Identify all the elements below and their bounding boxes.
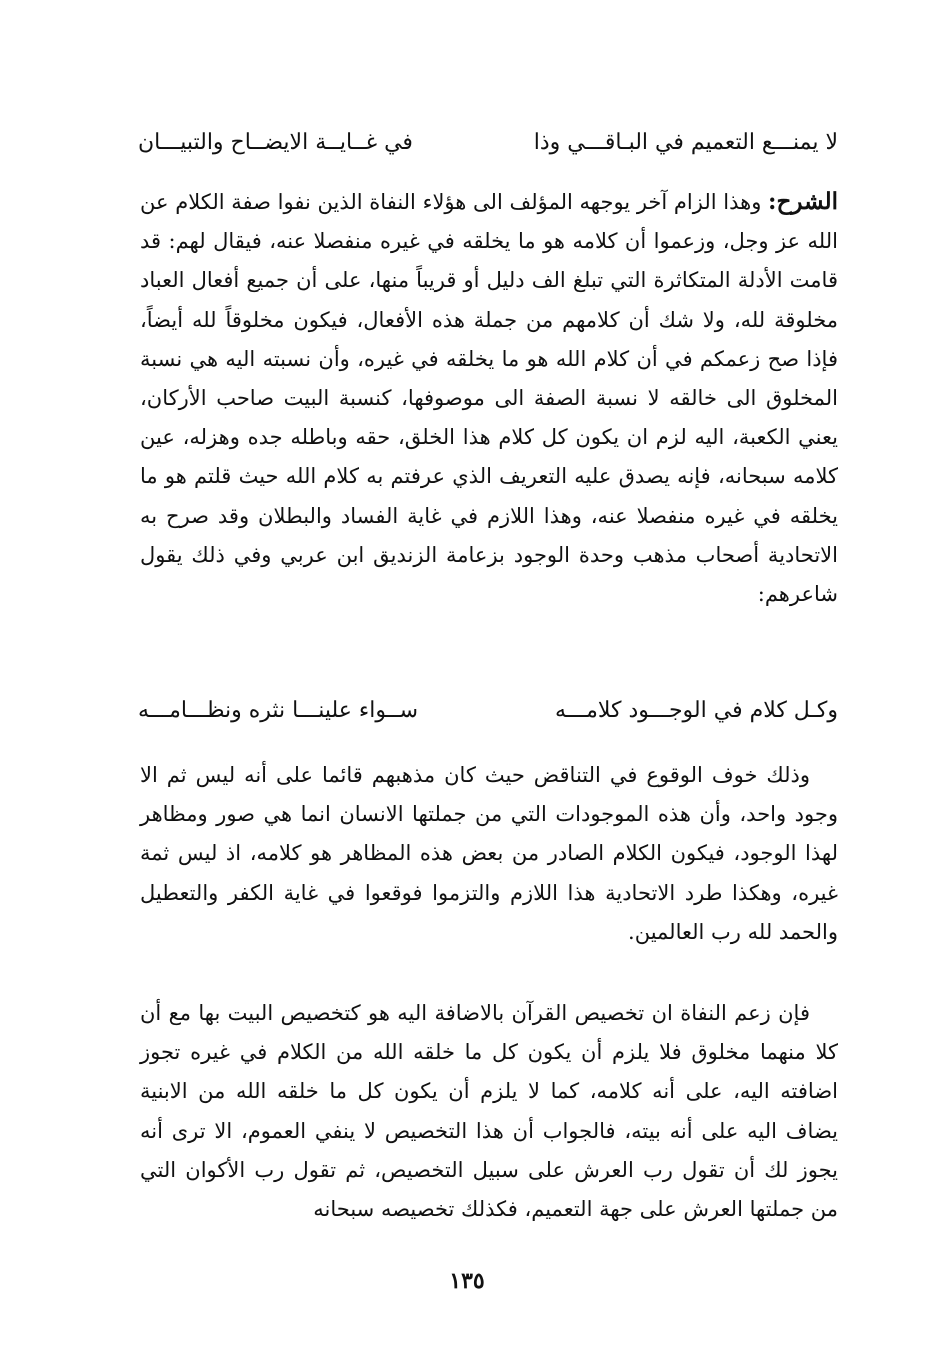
body-paragraph-2: وذلك خوف الوقوع في التناقض حيث كان مذهبهم قائما على أنه ليس ثم الا وجود واحد، وأن هذه الموجودات التي من جملتها الانسان انما هي صور ومظاهر لهذا الوجود، فيكون الكلام الصادر من بعض هذه المظاهر هو كلامه، اذ ليس ثمة غيره، وهكذا طرد الاتحادية هذا اللازم والتزموا فوقعوا في غاية الكفر والتعطيل والحمد لله رب العالمين. bbox=[140, 763, 838, 944]
verse-couplet-top bbox=[138, 132, 838, 162]
page-number: ١٣٥ bbox=[449, 1268, 485, 1294]
commentary-paragraph bbox=[140, 182, 838, 614]
verse-couplet-quoted bbox=[138, 700, 838, 730]
commentary-lead-word: الشرح: bbox=[768, 188, 838, 215]
body-paragraph-3: فإن زعم النفاة ان تخصيص القرآن بالاضافة اليه هو كتخصيص البيت بها مع أن كلا منهما مخلوق فلا يلزم أن يكون كل ما خلقه الله من الكلام في غيره تجوز اضافته اليه، على أنه كلامه، كما لا يلزم أن يكون كل ما خلقه الله من الابنية يضاف اليه على أنه بيته، فالجواب أن هذا التخصيص لا ينفي العموم، الا ترى أنه يجوز لك أن تقول رب العرش على سبيل التخصيص، ثم تقول رب الأكوان التي من جملتها العرش على جهة التعميم، فكذلك تخصيصه سبحانه bbox=[140, 1001, 838, 1222]
verse-left-hemistich: ســواء علينـــا نثره ونظـــامـــه bbox=[138, 698, 419, 723]
verse-right-hemistich: لا يمنـــع التعميم في البـاقـــي وذا bbox=[533, 130, 838, 155]
verse-left-hemistich: في غــايــة الايضــاح والتبيـــان bbox=[138, 130, 413, 155]
verse-right-hemistich: وكـل كلام في الوجـــود كلامـــه bbox=[554, 698, 838, 723]
commentary-text: وهذا الزام آخر يوجهه المؤلف الى هؤلاء النفاة الذين نفوا صفة الكلام عن الله عز وجل، وزعموا أن كلامه هو ما يخلقه في غيره منفصلا عنه، فيقال لهم: قد قامت الأدلة المتكاثرة التي تبلغ الف دليل أو قريباً منها، على أن جميع أفعال العباد مخلوقة لله، ولا شك أن كلامهم من جملة هذه الأفعال، فيكون مخلوقاً لله أيضاً، فإذا صح زعمكم في أن كلام الله هو ما يخلقه في غيره، وأن نسبته اليه هي نسبة المخلوق الى خالقه لا نسبة الصفة الى موصوفها، كنسبة البيت صاحب الأركان، يعني الكعبة، اليه لزم ان يكون كل كلام هذا الخلق، حقه وباطله جده وهزله، عين كلامه سبحانه، فإنه يصدق عليه التعريف الذي عرفتم به كلام الله حيث قلتم هو ما يخلقه في غيره منفصلا عنه، وهذا اللازم في غاية الفساد والبطلان وقد صرح به الاتحادية أصحاب مذهب وحدة الوجود بزعامة الزنديق ابن عربي وفي ذلك يقول شاعرهم: bbox=[140, 190, 838, 607]
